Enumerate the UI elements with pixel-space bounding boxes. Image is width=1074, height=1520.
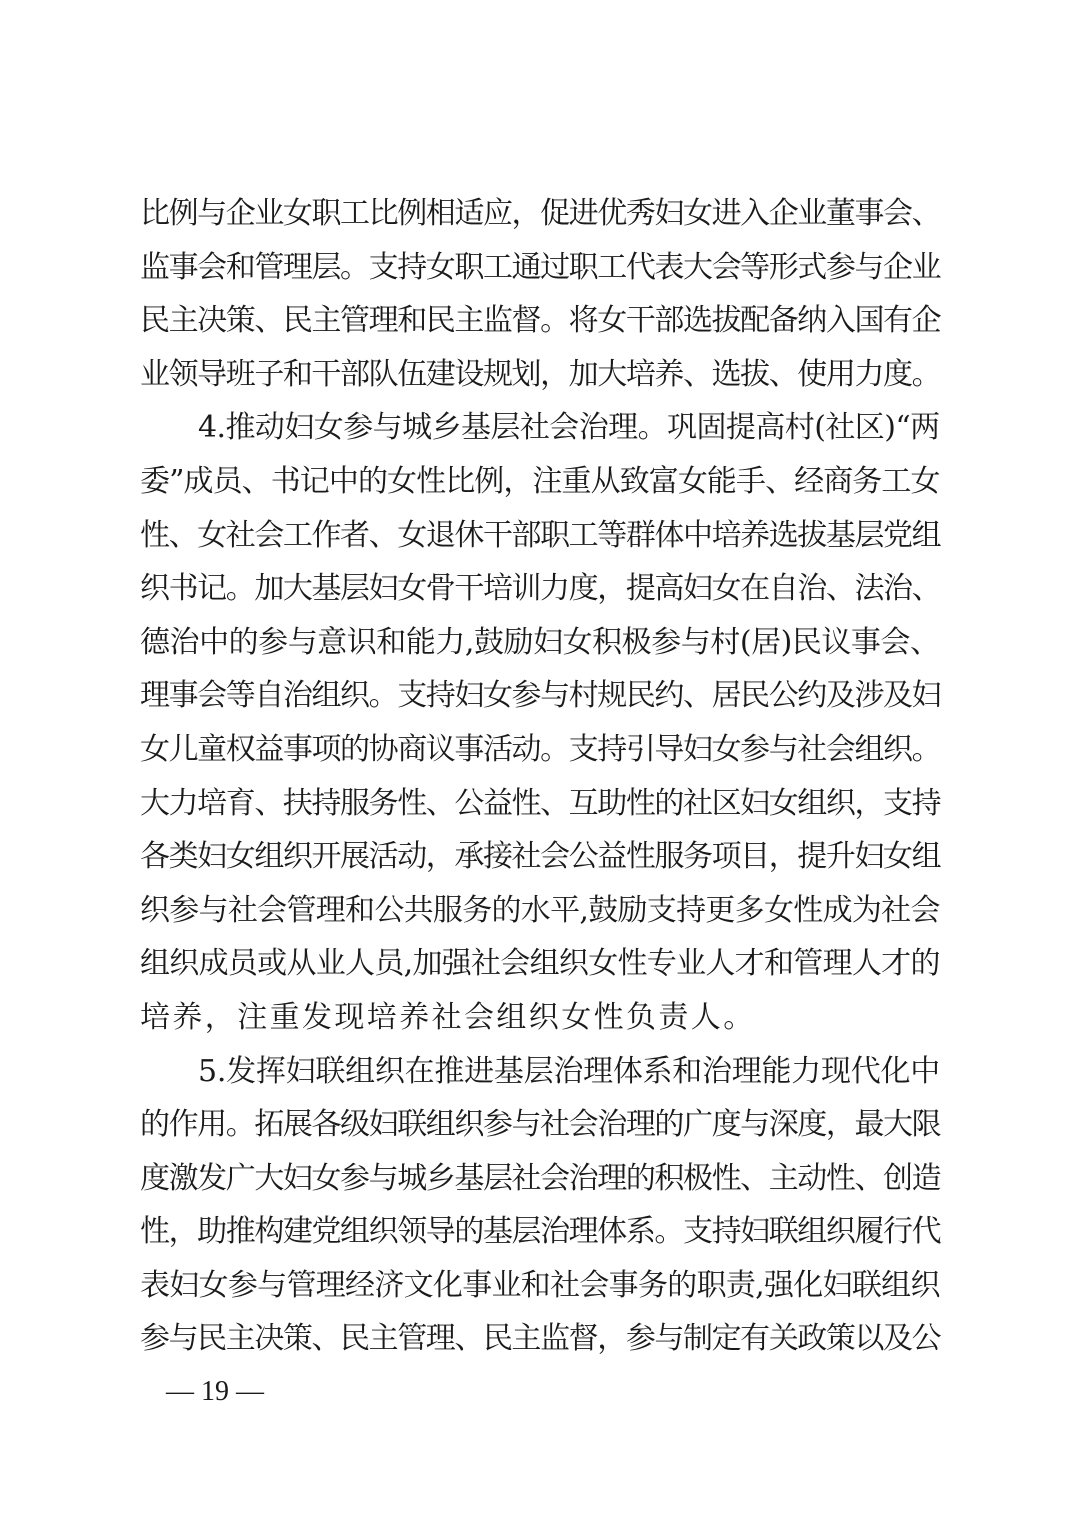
text-line: 参与民主决策、民主管理、民主监督，参与制定有关政策以及公 (140, 1321, 941, 1357)
text-line: 培养，注重发现培养社会组织女性负责人。 (140, 999, 756, 1035)
text-line: 业领导班子和干部队伍建设规划，加大培养、选拔、使用力度。 (140, 356, 941, 392)
text-line: 4.推动妇女参与城乡基层社会治理。巩固提高村(社区)“两 (198, 410, 940, 446)
text-line: 性、女社会工作者、女退休干部职工等群体中培养选拔基层党组 (140, 517, 941, 553)
text-line: 表妇女参与管理经济文化事业和社会事务的职责,强化妇联组织 (140, 1267, 940, 1303)
text-line: 的作用。拓展各级妇联组织参与社会治理的广度与深度，最大限 (140, 1107, 941, 1143)
text-line: 各类妇女组织开展活动，承接社会公益性服务项目，提升妇女组 (140, 839, 941, 875)
text-line: 女儿童权益事项的协商议事活动。支持引导妇女参与社会组织。 (140, 731, 941, 767)
text-line: 织书记。加大基层妇女骨干培训力度，提高妇女在自治、法治、 (140, 571, 941, 607)
text-line: 委”成员、书记中的女性比例，注重从致富女能手、经商务工女 (140, 463, 940, 499)
text-line: 组织成员或从业人员,加强社会组织女性专业人才和管理人才的 (140, 946, 940, 982)
text-line: 大力培育、扶持服务性、公益性、互助性的社区妇女组织，支持 (140, 785, 941, 821)
text-line: 理事会等自治组织。支持妇女参与村规民约、居民公约及涉及妇 (140, 678, 941, 714)
text-line: 民主决策、民主管理和民主监督。将女干部选拔配备纳入国有企 (140, 303, 941, 339)
page-number: — 19 — (166, 1376, 264, 1407)
text-line: 比例与企业女职工比例相适应，促进优秀妇女进入企业董事会、 (140, 196, 941, 231)
text-line: 德治中的参与意识和能力,鼓励妇女积极参与村(居)民议事会、 (140, 624, 940, 660)
text-line: 织参与社会管理和公共服务的水平,鼓励支持更多女性成为社会 (140, 892, 940, 928)
text-line: 性，助推构建党组织领导的基层治理体系。支持妇联组织履行代 (140, 1214, 941, 1250)
text-line: 5.发挥妇联组织在推进基层治理体系和治理能力现代化中 (198, 1053, 941, 1089)
text-line: 监事会和管理层。支持女职工通过职工代表大会等形式参与企业 (140, 249, 941, 285)
body-text (140, 187, 940, 1366)
text-line: 度激发广大妇女参与城乡基层社会治理的积极性、主动性、创造 (140, 1160, 941, 1196)
